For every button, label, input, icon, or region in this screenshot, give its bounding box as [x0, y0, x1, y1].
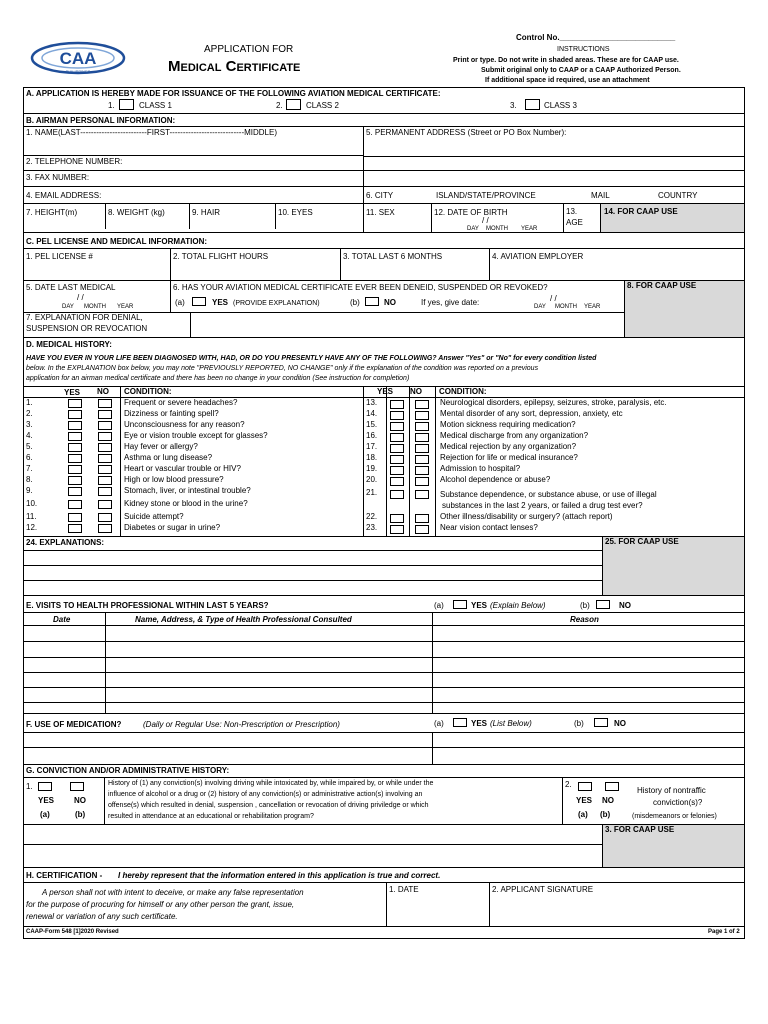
conviction2-b: (b): [600, 810, 611, 819]
right-condition-yes-checkbox[interactable]: [390, 490, 404, 499]
mail-field[interactable]: MAIL: [591, 191, 610, 200]
medication-yes-label: YES: [471, 719, 488, 728]
applicant-signature[interactable]: 2. APPLICANT SIGNATURE: [492, 885, 594, 894]
left-condition-num: 3.: [26, 420, 33, 429]
left-condition-num: 4.: [26, 431, 33, 440]
right-condition-yes-checkbox[interactable]: [390, 400, 404, 409]
class2-label: CLASS 2: [306, 101, 339, 110]
dob-field[interactable]: 12. DATE OF BIRTH: [434, 208, 508, 217]
explanation-7-line2: SUSPENSION OR REVOCATION: [26, 324, 148, 333]
left-condition-yes-checkbox[interactable]: [68, 421, 82, 430]
left-condition-yes-checkbox[interactable]: [68, 432, 82, 441]
instructions-line3: If additional space id required, use an attachment: [485, 77, 650, 84]
left-condition-yes-checkbox[interactable]: [68, 487, 82, 496]
right-condition-num: 13.: [366, 398, 378, 407]
medication-no-checkbox[interactable]: [594, 718, 608, 727]
right-condition-no-checkbox[interactable]: [415, 411, 429, 420]
certification-date[interactable]: 1. DATE: [389, 885, 419, 894]
explanation-7-line1: 7. EXPLANATION FOR DENIAL,: [26, 313, 143, 322]
right-condition-yes-checkbox[interactable]: [390, 444, 404, 453]
dob-day: DAY: [467, 226, 479, 232]
email-field[interactable]: 4. EMAIL ADDRESS:: [26, 191, 102, 200]
right-condition-no-checkbox[interactable]: [415, 490, 429, 499]
section-d-intro-1: HAVE YOU EVER IN YOUR LIFE BEEN DIAGNOSED WITH, HAD, OR DO YOU PRESENTLY HAVE ANY OF THE FOLLOWING? Answer "Yes" or "No" for every condition listed: [26, 355, 597, 362]
give-date-label: If yes, give date:: [421, 298, 480, 307]
conviction2-num: 2.: [565, 780, 572, 789]
page-title: Medical Certificate: [168, 58, 301, 75]
left-condition-no-checkbox[interactable]: [98, 524, 112, 533]
title-line1: APPLICATION FOR: [204, 44, 294, 55]
fax-field[interactable]: 3. FAX NUMBER:: [26, 173, 90, 182]
explanations-24: 24. EXPLANATIONS:: [26, 538, 105, 547]
class1-checkbox[interactable]: [119, 99, 134, 110]
name-field[interactable]: 1. NAME(LAST-------------------------FIRST----------------------------MIDDLE): [26, 128, 277, 137]
telephone-field[interactable]: 2. TELEPHONE NUMBER:: [26, 157, 123, 166]
left-condition-num: 7.: [26, 464, 33, 473]
right-condition-num: 20.: [366, 475, 378, 484]
conviction1-num: 1.: [26, 782, 33, 791]
last-medical-slashes: / /: [77, 293, 84, 302]
section-h-title: H. CERTIFICATION -: [26, 871, 103, 880]
province-field[interactable]: ISLAND/STATE/PROVINCE: [436, 191, 536, 200]
employer-field[interactable]: 4. AVIATION EMPLOYER: [492, 252, 584, 261]
left-condition-no-checkbox[interactable]: [98, 500, 112, 509]
left-condition-text: Diabetes or sugar in urine?: [124, 523, 221, 532]
section-e-title: E. VISITS TO HEALTH PROFESSIONAL WITHIN LAST 5 YEARS?: [26, 601, 269, 610]
age-field[interactable]: AGE: [566, 218, 583, 227]
denied-date-day: DAY: [534, 304, 546, 310]
left-condition-num: 6.: [26, 453, 33, 462]
eyes-field[interactable]: 10. EYES: [278, 208, 313, 217]
section-f-note: (Daily or Regular Use: Non-Prescription or Prescription): [143, 720, 340, 729]
right-condition-num: 16.: [366, 431, 378, 440]
conviction2-no: NO: [602, 796, 614, 805]
left-condition-no-checkbox[interactable]: [98, 410, 112, 419]
right-condition-num: 21.: [366, 488, 378, 497]
right-condition-yes-checkbox[interactable]: [390, 455, 404, 464]
left-condition-yes-checkbox[interactable]: [68, 500, 82, 509]
last-medical-year: YEAR: [117, 304, 134, 310]
dob-slashes: / /: [482, 216, 489, 225]
logo-subtext: PHILIPPINES: [65, 69, 91, 74]
conviction1-a: (a): [40, 810, 50, 819]
section-a-title: A. APPLICATION IS HEREBY MADE FOR ISSUANCE OF THE FOLLOWING AVIATION MEDICAL CERTIFICATE:: [26, 89, 441, 98]
control-number: Control No.__________________________: [516, 33, 676, 42]
class3-num: 3.: [510, 101, 517, 110]
right-condition-no-checkbox[interactable]: [415, 400, 429, 409]
denied-question: 6. HAS YOUR AVIATION MEDICAL CERTIFICATE EVER BEEN DENEID, SUSPENDED OR REVOKED?: [173, 283, 548, 292]
last-medical-day: DAY: [62, 304, 74, 310]
medication-yes-note: (List Below): [490, 719, 532, 728]
right-condition-text: Other illness/disability or surgery? (attach report): [440, 512, 613, 521]
left-condition-num: 10.: [26, 499, 38, 508]
right-condition-yes-checkbox[interactable]: [390, 466, 404, 475]
weight-field[interactable]: 8. WEIGHT (kg): [108, 208, 165, 217]
left-condition-text: Frequent or severe headaches?: [124, 398, 238, 407]
instructions-title: INSTRUCTIONS: [557, 46, 610, 53]
left-condition-num: 5.: [26, 442, 33, 451]
left-condition-yes-checkbox[interactable]: [68, 513, 82, 522]
conviction2-no-checkbox[interactable]: [605, 782, 619, 791]
left-condition-text: Dizziness or fainting spell?: [124, 409, 219, 418]
denied-yes-note: (PROVIDE EXPLANATION): [233, 300, 320, 307]
denied-no-label: NO: [384, 298, 396, 307]
left-no-header: NO: [97, 387, 109, 396]
right-condition-no-checkbox[interactable]: [415, 433, 429, 442]
class3-checkbox[interactable]: [525, 99, 540, 110]
last6-field[interactable]: 3. TOTAL LAST 6 MONTHS: [343, 252, 443, 261]
left-condition-no-checkbox[interactable]: [98, 443, 112, 452]
conviction1-text-1: History of (1) any conviction(s) involving driving while intoxicated by, while impaired by, or while under the: [108, 780, 434, 787]
visits-a: (a): [434, 601, 444, 610]
conviction2-text-3: (misdemeanors or felonies): [632, 813, 717, 820]
medication-no-label: NO: [614, 719, 626, 728]
left-condition-text: Suicide attempt?: [124, 512, 184, 521]
section-f-title: F. USE OF MEDICATION?: [26, 720, 122, 729]
right-condition-num: 17.: [366, 442, 378, 451]
denied-yes-label: YES: [212, 298, 229, 307]
instructions-line1: Print or type. Do not write in shaded areas. These are for CAAP use.: [453, 57, 679, 64]
right-condition-text: Mental disorder of any sort, depression, anxiety, etc: [440, 409, 623, 418]
visits-yes-checkbox[interactable]: [453, 600, 467, 609]
right-condition-no-checkbox[interactable]: [415, 455, 429, 464]
right-condition-no-checkbox[interactable]: [415, 444, 429, 453]
left-condition-text: Kidney stone or blood in the urine?: [124, 499, 248, 508]
left-condition-no-checkbox[interactable]: [98, 454, 112, 463]
denied-b: (b): [350, 298, 360, 307]
logo-text: CAA: [59, 49, 97, 68]
medication-a: (a): [434, 719, 444, 728]
class1-label: CLASS 1: [139, 101, 172, 110]
left-condition-yes-checkbox[interactable]: [68, 524, 82, 533]
left-yes-header: YES: [64, 388, 81, 397]
denied-a: (a): [175, 298, 185, 307]
caa-logo: [28, 40, 128, 76]
right-condition-text: Motion sickness requiring medication?: [440, 420, 576, 429]
caap-use-3: 3. FOR CAAP USE: [605, 825, 675, 834]
conviction1-text-3: offense(s) which resulted in denial, suspension , cancellation or revocation of driving priviledge or which: [108, 802, 429, 809]
visits-b: (b): [580, 601, 590, 610]
right-condition-text: Neurological disorders, epilepsy, seizures, stroke, paralysis, etc.: [440, 398, 667, 407]
right-condition-num: 23.: [366, 523, 378, 532]
right-condition-no-checkbox[interactable]: [415, 422, 429, 431]
visits-yes-note: (Explain Below): [490, 601, 546, 610]
visits-no-label: NO: [619, 601, 631, 610]
section-b-title: B. AIRMAN PERSONAL INFORMATION:: [26, 116, 176, 125]
left-condition-num: 12.: [26, 523, 38, 532]
section-h-note: I hereby represent that the information entered in this application is true and correct.: [118, 871, 441, 880]
right-condition-text: Rejection for life or medical insurance?: [440, 453, 578, 462]
right-no-header: NO: [410, 387, 422, 396]
left-condition-num: 11.: [26, 512, 37, 521]
section-d-intro-2: below. In the EXPLANATION box below, you may note "PREVIOUSLY REPORTED, NO CHANGE" only if the explanation of the condition was reported on a previous: [26, 365, 539, 372]
medication-yes-checkbox[interactable]: [453, 718, 467, 727]
col-date: Date: [53, 615, 71, 624]
left-condition-no-checkbox[interactable]: [98, 476, 112, 485]
right-condition-num: 19.: [366, 464, 378, 473]
left-condition-header: CONDITION:: [124, 387, 172, 396]
conviction1-text-2: influence of alcohol or a drug or (2) history of any conviction(s) or administrative action(s) involving an: [108, 791, 423, 798]
hair-field[interactable]: 9. HAIR: [192, 208, 221, 217]
certification-line1: A person shall not with intent to deceive, or make any false representation: [42, 888, 304, 897]
left-condition-no-checkbox[interactable]: [98, 399, 112, 408]
page-number: Page 1 of 2: [708, 929, 740, 935]
caap-use-14: 14. FOR CAAP USE: [604, 207, 678, 216]
flight-hours-field[interactable]: 2. TOTAL FLIGHT HOURS: [173, 252, 269, 261]
right-yes-header: YES: [377, 387, 394, 396]
right-condition-yes-checkbox[interactable]: [390, 433, 404, 442]
left-condition-num: 8.: [26, 475, 33, 484]
left-condition-no-checkbox[interactable]: [98, 487, 112, 496]
left-condition-yes-checkbox[interactable]: [68, 399, 82, 408]
caap-use-25: 25. FOR CAAP USE: [605, 537, 679, 546]
class2-num: 2.: [276, 101, 283, 110]
section-g-title: G. CONVICTION AND/OR ADMINISTRATIVE HISTORY:: [26, 766, 230, 775]
conviction2-text-2: conviction(s)?: [653, 798, 703, 807]
left-condition-num: 1.: [26, 398, 33, 407]
denied-yes-checkbox[interactable]: [192, 297, 206, 306]
right-condition-num: 22.: [366, 512, 378, 521]
conviction2-yes: YES: [576, 796, 593, 805]
right-condition-num: 15.: [366, 420, 378, 429]
conviction1-text-4: resulted in attendance at an educational or rehabilitation program?: [108, 813, 314, 820]
conviction1-yes-checkbox[interactable]: [38, 782, 52, 791]
conviction1-b: (b): [75, 810, 86, 819]
last-medical-month: MONTH: [84, 304, 106, 310]
left-condition-text: Eye or vision trouble except for glasses?: [124, 431, 268, 440]
right-condition-text: Alcohol dependence or abuse?: [440, 475, 551, 484]
pel-license-field[interactable]: 1. PEL LICENSE #: [26, 252, 93, 261]
denied-date-slashes: / /: [550, 294, 557, 303]
col-reason: Reason: [570, 615, 599, 624]
certification-line2: for the purpose of procuring for himself or any other person the grant, issue,: [26, 900, 295, 909]
left-condition-yes-checkbox[interactable]: [68, 410, 82, 419]
form-id: CAAP-Form 548 [1]2020 Revised: [26, 929, 119, 935]
right-condition-no-checkbox[interactable]: [415, 477, 429, 486]
right-condition-no-checkbox[interactable]: [415, 466, 429, 475]
conviction2-a: (a): [578, 810, 588, 819]
left-condition-yes-checkbox[interactable]: [68, 454, 82, 463]
class1-num: 1.: [108, 101, 115, 110]
city-field[interactable]: 6. CITY: [366, 191, 394, 200]
right-condition-header: CONDITION:: [439, 387, 487, 396]
class3-label: CLASS 3: [544, 101, 577, 110]
left-condition-text: Stomach, liver, or intestinal trouble?: [124, 486, 251, 495]
left-condition-text: Heart or vascular trouble or HIV?: [124, 464, 241, 473]
right-condition-text: Medical discharge from any organization?: [440, 431, 589, 440]
col-name: Name, Address, & Type of Health Professional Consulted: [135, 615, 352, 624]
left-condition-num: 9.: [26, 486, 33, 495]
right-condition-text: Medical rejection by any organization?: [440, 442, 577, 451]
height-field[interactable]: 7. HEIGHT(m): [26, 208, 78, 217]
conviction2-yes-checkbox[interactable]: [578, 782, 592, 791]
conviction1-no: NO: [74, 796, 86, 805]
instructions-line2: Submit original only to CAAP or a CAAP Authorized Person.: [481, 67, 681, 74]
left-condition-text: Unconsciousness for any reason?: [124, 420, 245, 429]
left-condition-text: High or low blood pressure?: [124, 475, 224, 484]
conviction1-no-checkbox[interactable]: [70, 782, 84, 791]
left-condition-num: 2.: [26, 409, 33, 418]
left-condition-text: Hay fever or allergy?: [124, 442, 198, 451]
right-condition-yes-checkbox[interactable]: [390, 422, 404, 431]
address-field[interactable]: 5. PERMANENT ADDRESS (Street or PO Box Number):: [366, 128, 567, 137]
right-condition-yes-checkbox[interactable]: [390, 411, 404, 420]
left-condition-no-checkbox[interactable]: [98, 465, 112, 474]
certification-line3: renewal or variation of any such certificate.: [26, 912, 178, 921]
right-condition-yes-checkbox[interactable]: [390, 477, 404, 486]
class2-checkbox[interactable]: [286, 99, 301, 110]
right-condition-yes-checkbox[interactable]: [390, 525, 404, 534]
left-condition-no-checkbox[interactable]: [98, 513, 112, 522]
age-num: 13.: [566, 207, 578, 216]
last-medical-field[interactable]: 5. DATE LAST MEDICAL: [26, 283, 116, 292]
denied-no-checkbox[interactable]: [365, 297, 379, 306]
right-condition-text: Near vision contact lenses?: [440, 523, 538, 532]
visits-yes-label: YES: [471, 601, 488, 610]
section-d-intro-3: application for an airman medical certificate and there has been no change in your condition (See instruction for completion): [26, 375, 410, 382]
denied-date-year: YEAR: [584, 304, 601, 310]
left-condition-yes-checkbox[interactable]: [68, 443, 82, 452]
right-condition-text: Admission to hospital?: [440, 464, 521, 473]
left-condition-no-checkbox[interactable]: [98, 421, 112, 430]
right-condition-yes-checkbox[interactable]: [390, 514, 404, 523]
left-condition-text: Asthma or lung disease?: [124, 453, 213, 462]
right-condition-no-checkbox[interactable]: [415, 514, 429, 523]
medication-b: (b): [574, 719, 584, 728]
conviction2-text-1: History of nontraffic: [637, 786, 706, 795]
right-condition-num: 14.: [366, 409, 378, 418]
dob-year: YEAR: [521, 226, 538, 232]
dob-month: MONTH: [486, 226, 508, 232]
left-condition-yes-checkbox[interactable]: [68, 476, 82, 485]
denied-date-month: MONTH: [555, 304, 577, 310]
section-c-title: C. PEL LICENSE AND MEDICAL INFORMATION:: [26, 237, 208, 246]
right-condition-no-checkbox[interactable]: [415, 525, 429, 534]
visits-no-checkbox[interactable]: [596, 600, 610, 609]
left-condition-no-checkbox[interactable]: [98, 432, 112, 441]
right-condition-text-cont: substances in the last 2 years, or failed a drug test ever?: [442, 501, 643, 510]
section-d-title: D. MEDICAL HISTORY:: [26, 340, 112, 349]
right-condition-text: Substance dependence, or substance abuse, or use of illegal: [440, 490, 657, 499]
country-field[interactable]: COUNTRY: [658, 191, 698, 200]
left-condition-yes-checkbox[interactable]: [68, 465, 82, 474]
conviction1-yes: YES: [38, 796, 55, 805]
sex-field[interactable]: 11. SEX: [366, 208, 395, 217]
right-condition-num: 18.: [366, 453, 378, 462]
caap-use-8: 8. FOR CAAP USE: [627, 281, 697, 290]
